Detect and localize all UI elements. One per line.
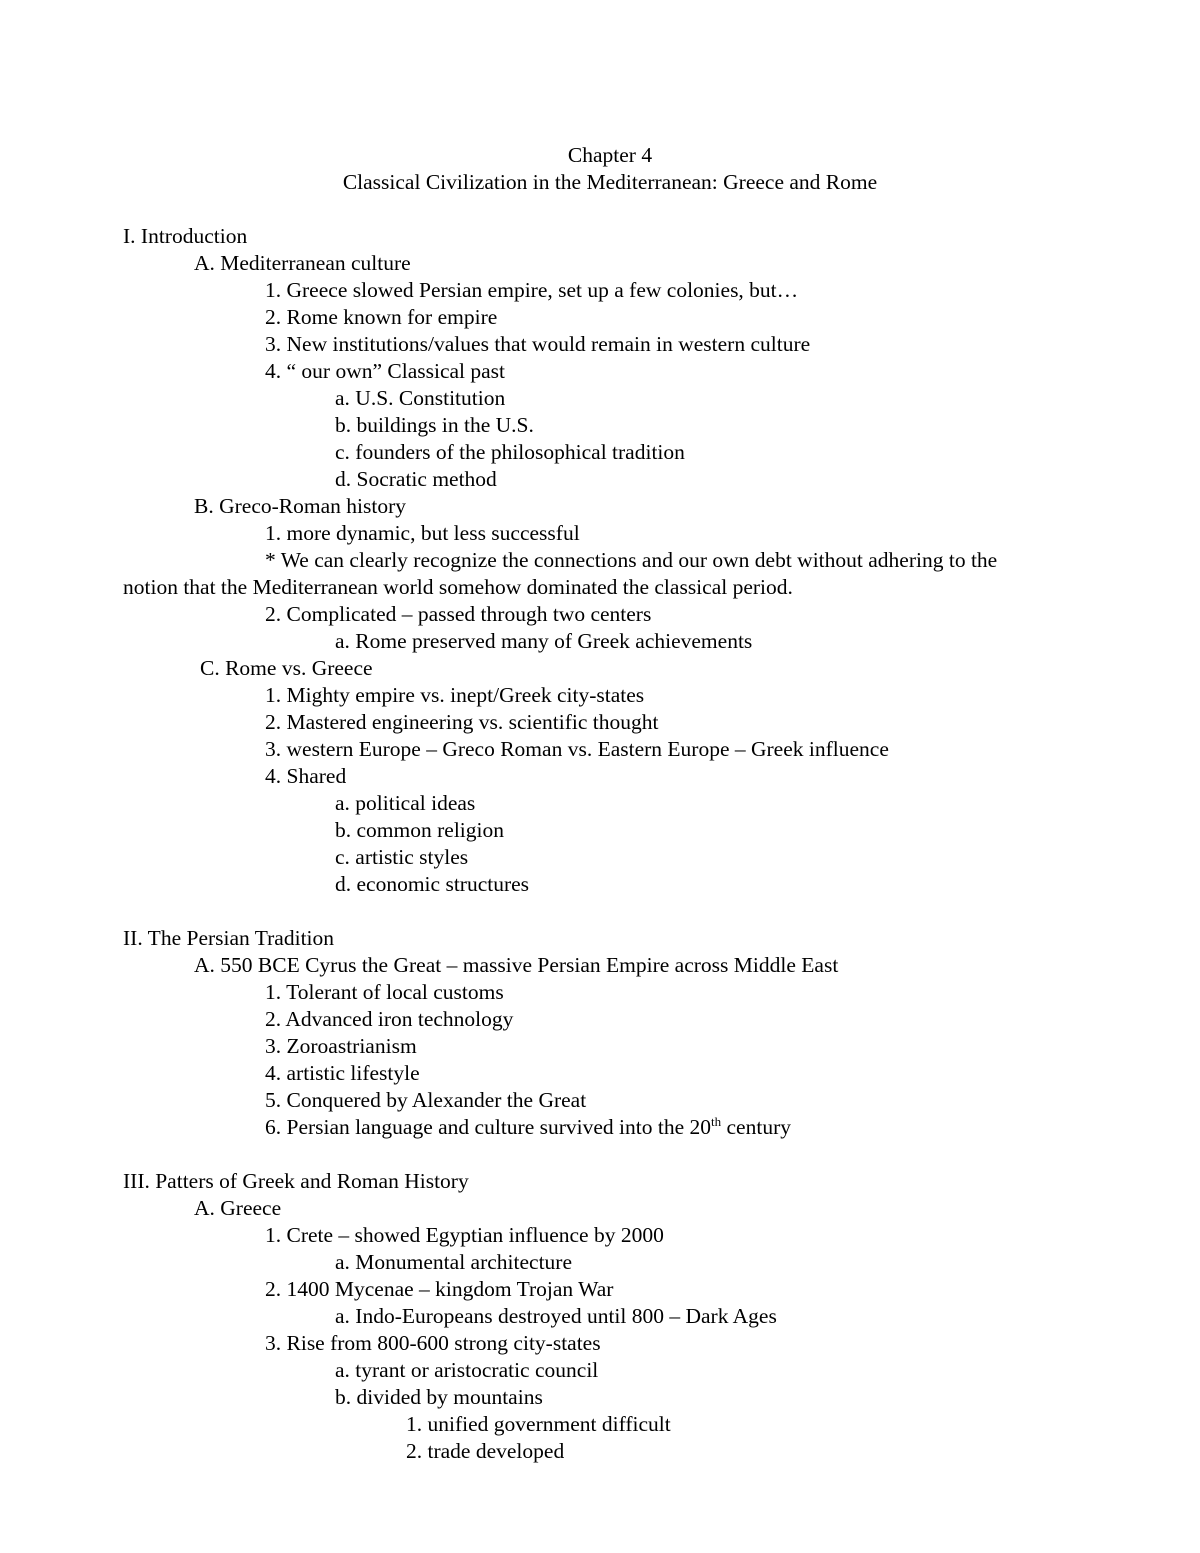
outline-line xyxy=(265,277,798,304)
superscript: th xyxy=(711,1114,722,1129)
outline-line xyxy=(194,952,838,979)
chapter-heading: Chapter 4 xyxy=(567,143,653,167)
outline-line xyxy=(123,925,334,952)
outline-line xyxy=(265,1087,586,1114)
outline-line xyxy=(335,790,475,817)
outline-line xyxy=(123,1168,469,1195)
outline-line xyxy=(335,1357,598,1384)
outline-line xyxy=(406,1411,671,1438)
outline-line xyxy=(335,817,504,844)
outline-line xyxy=(335,628,752,655)
outline-line xyxy=(335,871,529,898)
outline-line xyxy=(335,412,534,439)
outline-text: d. Socratic method xyxy=(335,467,497,491)
outline-text: c. founders of the philosophical tradition xyxy=(335,440,685,464)
outline-line xyxy=(265,979,504,1006)
outline-text: 2. Advanced iron technology xyxy=(265,1007,514,1031)
outline-text: 3. western Europe – Greco Roman vs. Eastern Europe – Greek influence xyxy=(265,737,889,761)
outline-text: 4. Shared xyxy=(265,764,347,788)
outline-line xyxy=(265,736,889,763)
outline-text: b. divided by mountains xyxy=(335,1385,543,1409)
outline-line xyxy=(194,1195,281,1222)
outline-line xyxy=(265,1222,664,1249)
outline-text: III. Patters of Greek and Roman History xyxy=(123,1169,469,1193)
outline-line xyxy=(265,547,997,574)
outline-text: 1. Tolerant of local customs xyxy=(265,980,504,1004)
outline-text: a. U.S. Constitution xyxy=(335,386,506,410)
outline-text: II. The Persian Tradition xyxy=(123,926,335,950)
outline-line xyxy=(335,466,497,493)
outline-line xyxy=(194,493,406,520)
outline-text: a. tyrant or aristocratic council xyxy=(335,1358,599,1382)
outline-text: b. buildings in the U.S. xyxy=(335,413,534,437)
outline-text: 2. Complicated – passed through two centers xyxy=(265,602,652,626)
outline-line xyxy=(265,1060,420,1087)
outline-text: * We can clearly recognize the connections and our own debt without adhering to the xyxy=(265,548,998,572)
outline-line xyxy=(265,763,346,790)
outline-text: 2. Mastered engineering vs. scientific thought xyxy=(265,710,659,734)
outline-line xyxy=(265,682,644,709)
outline-text: b. common religion xyxy=(335,818,504,842)
outline-text: 3. New institutions/values that would remain in western culture xyxy=(265,332,811,356)
outline-line xyxy=(123,574,793,601)
outline-text: C. Rome vs. Greece xyxy=(200,656,373,680)
outline-line xyxy=(265,304,497,331)
outline-line xyxy=(335,385,505,412)
outline-line xyxy=(335,844,468,871)
outline-text: A. Greece xyxy=(194,1196,282,1220)
outline-text: d. economic structures xyxy=(335,872,530,896)
outline-text: A. 550 BCE Cyrus the Great – massive Persian Empire across Middle East xyxy=(194,953,839,977)
outline-text: 1. more dynamic, but less successful xyxy=(265,521,580,545)
outline-text: a. political ideas xyxy=(335,791,476,815)
outline-text: 4. artistic lifestyle xyxy=(265,1061,420,1085)
outline-text: 3. Rise from 800-600 strong city-states xyxy=(265,1331,601,1355)
outline-line xyxy=(200,655,373,682)
outline-text: a. Rome preserved many of Greek achievements xyxy=(335,629,753,653)
outline-line xyxy=(265,520,580,547)
outline-line xyxy=(265,1276,613,1303)
outline-text: 2. 1400 Mycenae – kingdom Trojan War xyxy=(265,1277,614,1301)
outline-line xyxy=(265,331,810,358)
outline-text: 1. Mighty empire vs. inept/Greek city-states xyxy=(265,683,645,707)
outline-line xyxy=(265,1033,417,1060)
outline-text: 6. Persian language and culture survived into the 20 xyxy=(265,1115,712,1139)
outline-text: I. Introduction xyxy=(123,224,248,248)
outline-line xyxy=(265,1114,791,1141)
outline-line xyxy=(335,1303,777,1330)
outline-text: 1. Crete – showed Egyptian influence by 2000 xyxy=(265,1223,664,1247)
outline-text: 1. unified government difficult xyxy=(406,1412,671,1436)
outline-text: 2. Rome known for empire xyxy=(265,305,498,329)
outline-text: 4. “ our own” Classical past xyxy=(265,359,506,383)
outline-text: a. Monumental architecture xyxy=(335,1250,572,1274)
outline-text-continued: century xyxy=(721,1115,791,1139)
outline-line xyxy=(265,1330,601,1357)
outline-text: c. artistic styles xyxy=(335,845,469,869)
outline-text: B. Greco-Roman history xyxy=(194,494,406,518)
outline-line xyxy=(194,250,411,277)
outline-line xyxy=(265,709,658,736)
outline-line xyxy=(406,1438,564,1465)
outline-line xyxy=(335,1249,572,1276)
outline-text: 3. Zoroastrianism xyxy=(265,1034,417,1058)
outline-line xyxy=(335,439,685,466)
chapter-title: Classical Civilization in the Mediterranean: Greece and Rome xyxy=(342,170,878,194)
outline-text: notion that the Mediterranean world somehow dominated the classical period. xyxy=(123,575,793,599)
outline-line xyxy=(265,1006,513,1033)
outline-text: a. Indo-Europeans destroyed until 800 – Dark Ages xyxy=(335,1304,777,1328)
outline-line xyxy=(265,358,505,385)
outline-line xyxy=(123,223,247,250)
outline-line xyxy=(335,1384,543,1411)
outline-text: A. Mediterranean culture xyxy=(194,251,411,275)
outline-text: 2. trade developed xyxy=(406,1439,565,1463)
outline-line xyxy=(265,601,651,628)
outline-text: 5. Conquered by Alexander the Great xyxy=(265,1088,587,1112)
outline-text: 1. Greece slowed Persian empire, set up a few colonies, but… xyxy=(265,278,799,302)
